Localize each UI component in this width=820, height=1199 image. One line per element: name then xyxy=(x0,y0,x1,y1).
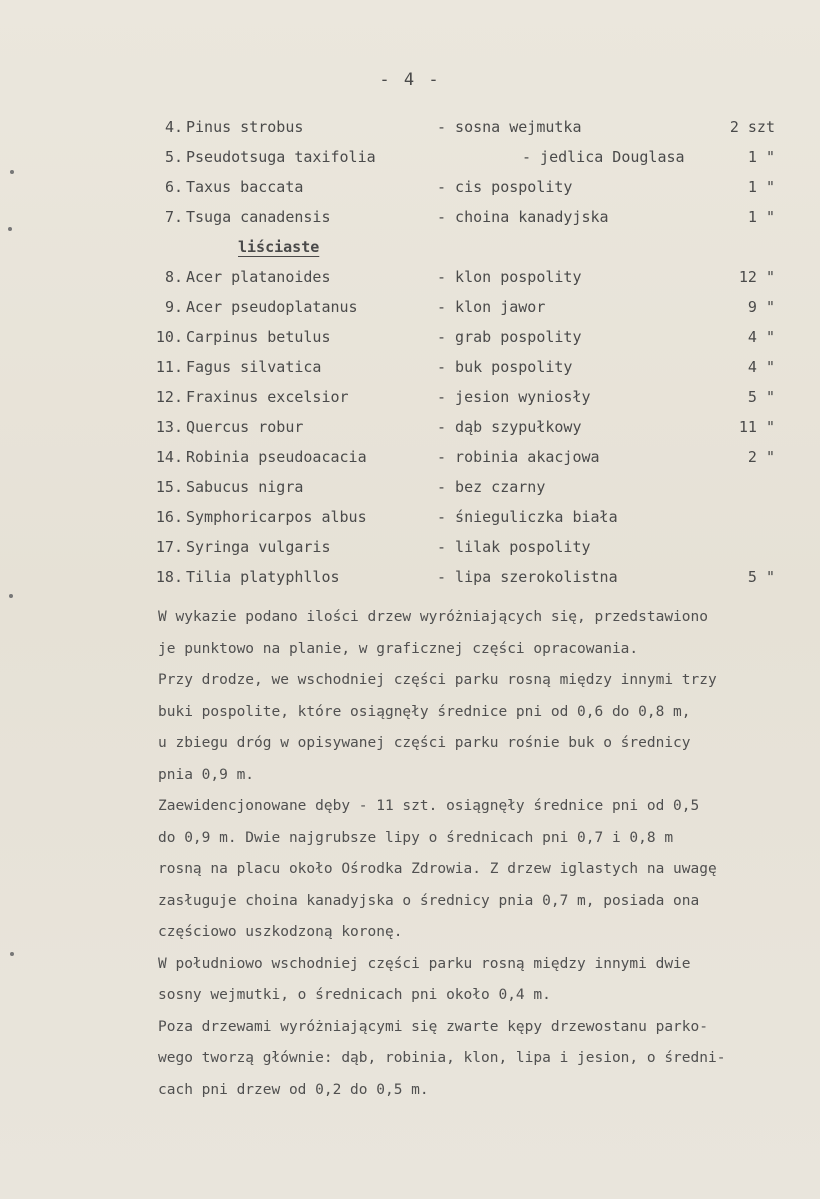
section-heading-deciduous xyxy=(0,232,820,262)
species-latin-name: Symphoricarpos albus xyxy=(186,508,367,526)
species-latin-name: Fagus silvatica xyxy=(186,358,322,376)
species-quantity: 1 " xyxy=(747,208,775,226)
species-number: 10. xyxy=(155,328,183,346)
species-number: 11. xyxy=(155,358,183,376)
species-quantity: 2 " xyxy=(747,448,775,466)
species-row xyxy=(0,412,820,442)
species-polish-name: - klon jawor xyxy=(437,298,546,316)
species-number: 7. xyxy=(164,208,183,226)
species-quantity: 9 " xyxy=(747,298,775,316)
scan-speck xyxy=(9,594,13,598)
species-row xyxy=(0,502,820,532)
species-latin-name: Fraxinus excelsior xyxy=(186,388,349,406)
species-number: 4. xyxy=(164,118,183,136)
species-latin-name: Taxus baccata xyxy=(186,178,304,196)
species-latin-name: Syringa vulgaris xyxy=(186,538,331,556)
paragraph-line: rosną na placu około Ośrodka Zdrowia. Z drzew iglastych na uwagę xyxy=(158,861,717,877)
species-row xyxy=(0,202,820,232)
species-row xyxy=(0,142,820,172)
species-number: 14. xyxy=(155,448,183,466)
paragraph-line: pnia 0,9 m. xyxy=(158,766,255,783)
paragraph-line: wego tworzą głównie: dąb, robinia, klon, lipa i jesion, o średni- xyxy=(158,1050,726,1066)
species-quantity: 1 " xyxy=(747,178,775,196)
species-number: 15. xyxy=(155,478,183,496)
species-row xyxy=(0,322,820,352)
species-row xyxy=(0,442,820,472)
paragraph-line: do 0,9 m. Dwie najgrubsze lipy o średnicach pni 0,7 i 0,8 m xyxy=(158,829,674,846)
species-polish-name: - sosna wejmutka xyxy=(437,118,582,136)
species-polish-name: - jedlica Douglasa xyxy=(522,148,685,166)
species-polish-name: - buk pospolity xyxy=(437,358,573,376)
paragraph-line: cach pni drzew od 0,2 do 0,5 m. xyxy=(158,1081,429,1098)
species-polish-name: - dąb szypułkowy xyxy=(437,418,582,436)
species-latin-name: Sabucus nigra xyxy=(186,478,304,496)
species-number: 16. xyxy=(155,508,183,526)
species-polish-name: - lilak pospolity xyxy=(437,538,591,556)
paragraph-line: Zaewidencjonowane dęby - 11 szt. osiągnęły średnice pni od 0,5 xyxy=(158,798,700,814)
paragraph-line: W wykazie podano ilości drzew wyróżniających się, przedstawiono xyxy=(158,609,708,625)
species-latin-name: Pinus strobus xyxy=(186,118,304,136)
species-latin-name: Quercus robur xyxy=(186,418,304,436)
species-quantity: 2 szt xyxy=(729,118,775,136)
species-list xyxy=(0,112,820,592)
paragraph-line: zasługuje choina kanadyjska o średnicy pnia 0,7 m, posiada ona xyxy=(158,892,700,909)
description-text xyxy=(158,602,820,1106)
species-polish-name: - klon pospolity xyxy=(437,268,582,286)
section-heading: liściaste xyxy=(238,238,320,256)
species-row xyxy=(0,382,820,412)
species-polish-name: - lipa szerokolistna xyxy=(437,568,618,586)
species-row xyxy=(0,352,820,382)
species-number: 17. xyxy=(155,538,183,556)
species-number: 8. xyxy=(164,268,183,286)
scan-speck xyxy=(8,227,12,231)
paragraph-line: Poza drzewami wyróżniającymi się zwarte kępy drzewostanu parko- xyxy=(158,1018,708,1035)
species-quantity: 4 " xyxy=(747,328,775,346)
species-quantity: 12 " xyxy=(738,268,775,286)
species-latin-name: Robinia pseudoacacia xyxy=(186,448,367,466)
species-latin-name: Acer pseudoplatanus xyxy=(186,298,358,316)
species-quantity: 1 " xyxy=(747,148,775,166)
species-row xyxy=(0,262,820,292)
scan-speck xyxy=(10,170,14,174)
paragraph-line: częściowo uszkodzoną koronę. xyxy=(158,924,403,940)
paragraph-line: W południowo wschodniej części parku rosną między innymi dwie xyxy=(158,955,691,972)
species-quantity: 5 " xyxy=(747,388,775,406)
species-polish-name: - bez czarny xyxy=(437,478,546,496)
paragraph-line: je punktowo na planie, w graficznej części opracowania. xyxy=(158,640,639,657)
page-number: - 4 - xyxy=(379,70,441,90)
species-polish-name: - choina kanadyjska xyxy=(437,208,609,226)
species-quantity: 5 " xyxy=(747,568,775,586)
species-polish-name: - śnieguliczka biała xyxy=(437,508,618,526)
species-latin-name: Pseudotsuga taxifolia xyxy=(186,148,376,166)
species-number: 9. xyxy=(164,298,183,316)
species-latin-name: Acer platanoides xyxy=(186,268,331,286)
species-quantity: 4 " xyxy=(747,358,775,376)
species-polish-name: - jesion wyniosły xyxy=(437,388,591,406)
species-polish-name: - grab pospolity xyxy=(437,328,582,346)
paragraph-line: buki pospolite, które osiągnęły średnice pni od 0,6 do 0,8 m, xyxy=(158,703,691,720)
species-number: 5. xyxy=(164,148,183,166)
paragraph-line: u zbiegu dróg w opisywanej części parku rośnie buk o średnicy xyxy=(158,735,691,751)
species-latin-name: Tsuga canadensis xyxy=(186,208,331,226)
species-row xyxy=(0,532,820,562)
paragraph-line: sosny wejmutki, o średnicach pni około 0,4 m. xyxy=(158,987,551,1003)
species-number: 18. xyxy=(155,568,183,586)
species-latin-name: Tilia platyphllos xyxy=(186,568,340,586)
species-row xyxy=(0,292,820,322)
species-row xyxy=(0,112,820,142)
species-polish-name: - cis pospolity xyxy=(437,178,573,196)
paragraph-line: Przy drodze, we wschodniej części parku rosną między innymi trzy xyxy=(158,672,717,688)
species-row xyxy=(0,172,820,202)
species-number: 12. xyxy=(155,388,183,406)
species-quantity: 11 " xyxy=(738,418,775,436)
species-polish-name: - robinia akacjowa xyxy=(437,448,600,466)
species-row xyxy=(0,472,820,502)
species-number: 6. xyxy=(164,178,183,196)
species-row xyxy=(0,562,820,592)
species-number: 13. xyxy=(155,418,183,436)
species-latin-name: Carpinus betulus xyxy=(186,328,331,346)
scan-speck xyxy=(10,952,14,956)
